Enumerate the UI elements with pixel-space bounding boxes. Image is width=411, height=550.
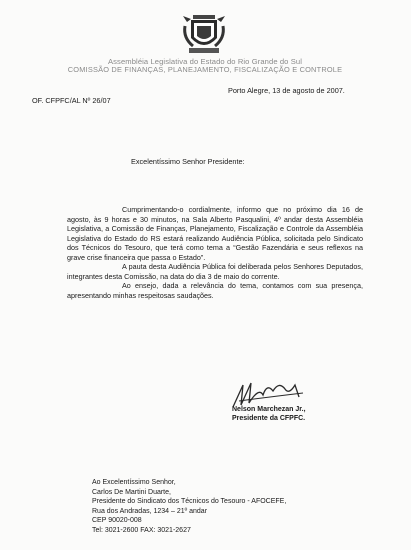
letterhead-commission: COMISSÃO DE FINANÇAS, PLANEJAMENTO, FISCALIZAÇÃO E CONTROLE: [67, 65, 343, 74]
letter-body: [67, 205, 363, 300]
addressee-line: Presidente do Sindicato dos Técnicos do Tesouro - AFOCEFE,: [92, 498, 287, 505]
letter-reference: OF. CFPFC/AL Nº 26/07: [32, 96, 111, 105]
signature-block: [232, 405, 306, 423]
body-paragraph-1: Cumprimentando-o cordialmente, informo que no próximo dia 16 de agosto, às 9 horas e 30 minutos, na Sala Alberto Pasqualini, 4º andar desta Assembléia Legislativa, a Comissão de Finanças, Planejamento, Fiscalização e Controle da Assembléia Legislativa do Estado do RS estará realizando Audiência Pública, solicitada pelo Sindicato dos Técnicos do Tesouro, que terá como tema a “Gestão Fazendária e seus reflexos na grave crise financeira que passa o Estado”.: [67, 205, 363, 262]
letter-date: Porto Alegre, 13 de agosto de 2007.: [228, 86, 345, 95]
signatory-name: Nelson Marchezan Jr.,: [232, 406, 306, 413]
letterhead-institution: Assembléia Legislativa do Estado do Rio Grande do Sul: [108, 57, 302, 66]
addressee-line: Carlos De Martini Duarte,: [92, 488, 171, 496]
salutation: Excelentíssimo Senhor Presidente:: [131, 157, 245, 166]
addressee-line: Rua dos Andradas, 1234 – 21º andar: [92, 507, 208, 515]
body-paragraph-2: A pauta desta Audiência Pública foi deliberada pelos Senhores Deputados, integrantes desta Comissão, na data do dia 3 de maio do corrente.: [67, 262, 363, 281]
addressee-line: CEP 90020-008: [92, 517, 142, 524]
body-paragraph-3: Ao ensejo, dada a relevância do tema, contamos com sua presença, apresentando minhas respeitosas saudações.: [67, 281, 363, 300]
addressee-line: Tel: 3021-2600 FAX: 3021-2627: [92, 526, 191, 534]
addressee-line: Ao Excelentíssimo Senhor,: [92, 479, 176, 486]
addressee-block: [92, 478, 286, 535]
signatory-title: Presidente da CFPFC.: [232, 415, 306, 422]
state-coat-of-arms-icon: [181, 12, 227, 56]
